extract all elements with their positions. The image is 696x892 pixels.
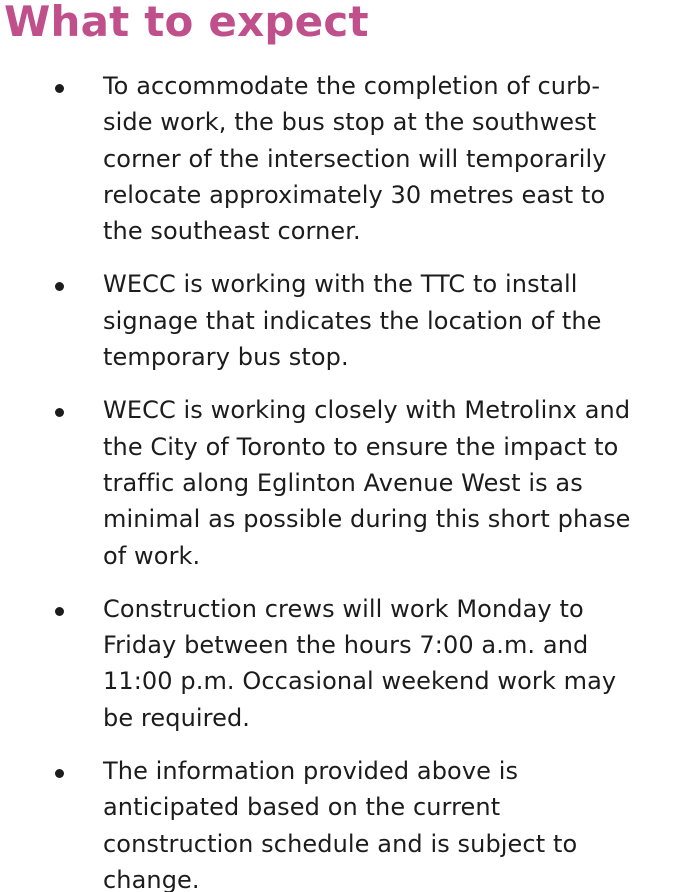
list-item <box>0 753 696 892</box>
section-heading: What to expect <box>4 0 369 46</box>
bullet-text: WECC is working with the TTC to install signage that indicates the location of the temporary bus stop. <box>103 270 602 372</box>
bullet-list <box>0 68 696 892</box>
bullet-dot-icon <box>55 769 64 778</box>
list-item <box>0 392 696 573</box>
bullet-text: Construction crews will work Monday to Friday between the hours 7:00 a.m. and 11:00 p.m. Occasional weekend work may be required. <box>103 594 617 732</box>
bullet-dot-icon <box>55 408 64 417</box>
list-item <box>0 68 696 249</box>
bullet-text: To accommodate the completion of curb- side work, the bus stop at the southwest corner of the intersection will temporarily relocate approximately 30 metres east to the southeast corner. <box>103 72 607 246</box>
bullet-dot-icon <box>55 607 64 616</box>
list-item <box>0 591 696 736</box>
bullet-dot-icon <box>55 282 64 291</box>
bullet-dot-icon <box>55 84 64 93</box>
list-item <box>0 266 696 375</box>
bullet-text: The information provided above is anticipated based on the current construction schedule and is subject to change. <box>103 757 578 892</box>
bullet-text: WECC is working closely with Metrolinx and the City of Toronto to ensure the impact to traffic along Eglinton Avenue West is as minimal as possible during this short phase of work. <box>103 396 631 570</box>
